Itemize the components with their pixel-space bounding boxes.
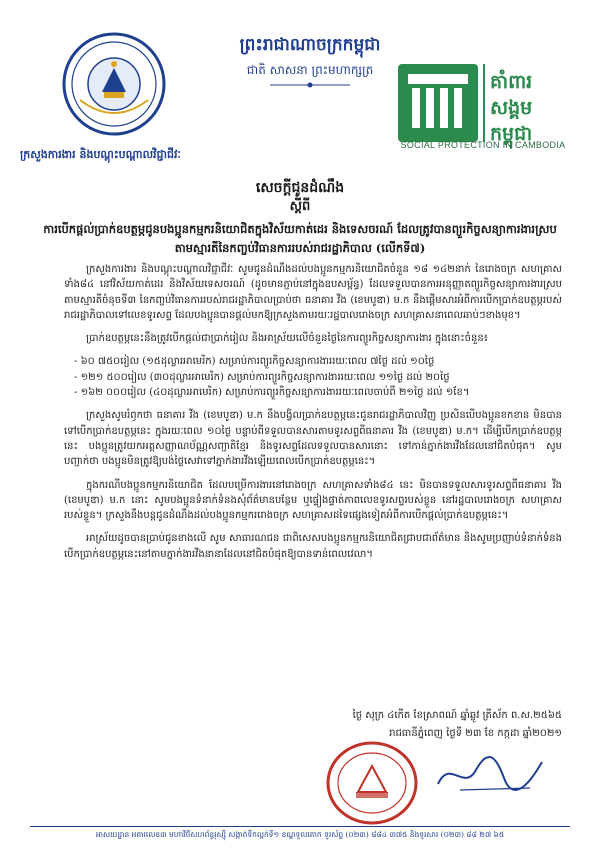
motto-ornament-icon (270, 82, 350, 88)
document-subject: ការបើកផ្តល់ប្រាក់ឧបត្ថម្ភជូនបងប្អូនកម្មករនិយោជិតក្នុងវិស័យកាត់ដេរ និងទេសចរណ៍ ដែលត្រូវបានព្យួរកិច្ចសន្យាការងារស្របតាមស្មារតីនៃកញ្ចប់វិធានការរបស់រាជរដ្ឋាភិបាល (លើកទី៧) (43, 222, 557, 255)
official-seal-stamp (312, 738, 432, 828)
about-label: ស្តីពី (289, 199, 311, 214)
solar-date: រាជធានីភ្នំពេញ ថ្ងៃទី ២៣ ខែ កក្កដា ឆ្នាំ២០២១ (389, 728, 562, 739)
social-protection-logo (396, 54, 566, 154)
allowance-tier-2: - ១២១ ៥០០រៀល (៣០ដុល្លារអាមេរិក) សម្រាប់ការព្យួរកិច្ចសន្យាការងាររយៈពេល ១១ថ្ងៃ ដល់ ២០ថ្ងៃ (74, 370, 562, 385)
national-motto: ជាតិ សាសនា ព្រះមហាក្សត្រ (246, 63, 374, 77)
footer-divider (30, 826, 570, 827)
ministry-name: ក្រសួងការងារ និងបណ្តុះបណ្តាលវិជ្ជាជីវៈ (20, 148, 181, 161)
sp-logo-line-2: សង្គម (490, 97, 533, 119)
kingdom-heading: ព្រះរាជាណាចក្រកម្ពុជា (239, 35, 381, 55)
paragraph-4: ក្នុងករណីបងប្អូនកម្មករនិយោជិត ដែលបម្រើការងារនៅរោងចក្រ សហគ្រាសទាំង៨៤ នេះ មិនបានទទួលសារទូរសព្ទពីធនាគារ វីង (ខេមបូឌា) ម.ក នោះ សូមបងប្អូនទំនាក់ទំនងសុំព័ត៌មានបន្ថែម ឬផ្ទៀងផ្ទាត់ភាពលេខទូរសព្ទរបស់ខ្លួន នៅរដ្ឋបាលរោងចក្រ សហគ្រាសរបស់ខ្លួន។ ក្រសួងនឹងបន្តជូនដំណឹងដល់បងប្អូនកម្មកររោងចក្រ សហគ្រាសដទៃផ្សេងទៀតអំពីការបើកផ្តល់ប្រាក់ឧបត្ថម្ភនេះ។ (64, 479, 562, 522)
sp-logo-line-3: កម្ពុជា (490, 123, 533, 145)
sp-logo-caption: SOCIAL PROTECTION IN CAMBODIA (400, 140, 566, 150)
paragraph-5: អាស្រ័យដូចបានប្រាប់ជូនខាងលើ សូម សាធារណជន ជាពិសេសបងប្អូនកម្មករនិយោជិតជ្រាបជាព័ត៌មាន និងសូមប្រញាប់ទំនាក់ទំនងបើកប្រាក់ឧបត្ថម្ភនេះនៅតាមភ្នាក់ងារវីងនានាដែលនៅជិតបំផុតឱ្យបានទាន់ពេលវេលា។ (64, 533, 562, 560)
handwritten-signature (430, 748, 550, 798)
lunar-date: ថ្ងៃ សុក្រ ៤កើត ខែស្រាពណ៍ ឆ្នាំឆ្លូវ ត្រីស័ក ព.ស.២៥៦៥ (352, 710, 562, 721)
allowance-tier-1: - ៦០ ៧៥០រៀល (១៥ដុល្លារអាមេរិក) សម្រាប់ការព្យួរកិច្ចសន្យាការងាររយៈពេល ៧ថ្ងៃ ដល់ ១០ថ្ងៃ (74, 354, 562, 369)
allowance-tier-list (64, 354, 562, 400)
sp-logo-line-1: គាំពារ (490, 71, 533, 93)
document-type-title: សេចក្តីជូនដំណឹង (255, 180, 345, 196)
document-body (64, 262, 562, 570)
paragraph-2: ប្រាក់ឧបត្ថម្ភនេះនឹងត្រូវបើកផ្តល់ជាប្រាក់រៀល និងអាស្រ័យលើចំនួនថ្ងៃនៃការព្យួរកិច្ចសន្យាការងារ ក្នុងនោះចំនួន៖ (86, 333, 489, 345)
allowance-tier-3: - ១៦២ ០០០រៀល (៤០ដុល្លារអាមេរិក) សម្រាប់ការព្យួរកិច្ចសន្យាការងាររយៈពេលចាប់ពី ២១ថ្ងៃ ដល់ ១ខែ។ (74, 385, 562, 400)
paragraph-1: ក្រសួងការងារ និងបណ្តុះបណ្តាលវិជ្ជាជីវៈ សូមជូនដំណឹងដល់បងប្អូនកម្មករនិយោជិតចំនួន ១៨ ១៤២នាក់ នៃរោងចក្រ សហគ្រាសទាំង៨៤ នៅវិស័យកាត់ដេរ និងវិស័យទេសចរណ៍ (ដូចមានភ្ជាប់នៅក្នុងឧបសម្ព័ន្ធ) ដែលទទួលបានការអនុញ្ញាតព្យួរកិច្ចសន្យាការងារស្របតាមស្មារតីចំនុចទី៣ នៃកញ្ចប់វិធានការរបស់រាជរដ្ឋាភិបាលប្រាប់ថា ធនាគារ វីង (ខេមបូឌា) ម.ក នឹងផ្តើមសារអំពីការបើកប្រាក់ឧបត្ថម្ភរបស់រាជរដ្ឋាភិបាលទៅលេខទូរសព្ទ ដែលបងប្អូនបានផ្តល់មកឱ្យក្រសួងតាមរយៈរដ្ឋបាលរោងចក្រ សហគ្រាសនាពេលឆាប់ៗខាងមុខ។ (64, 264, 562, 321)
paragraph-3: ក្រសួងសូមរំឭកថា ធនាគារ វីង (ខេមបូឌា) ម.ក នឹងបង្វិលប្រាក់ឧបត្ថម្ភនេះជូនរាជរដ្ឋាភិបាលវិញ ប្រសិនបើបងប្អូនខកខាន មិនបានទៅបើកប្រាក់ឧបត្ថម្ភនេះ ក្នុងរយៈពេល ១០ថ្ងៃ បន្ទាប់ពីទទួលបានសារតាមទូរសព្ទពីធនាគារ វីង (ខេមបូឌា) ម.ក។ ដើម្បីបើកប្រាក់ឧបត្ថម្ភនេះ បងប្អូនត្រូវយកអត្តសញ្ញាណប័ណ្ណសញ្ជាតិខ្មែរ និងទូរសព្ទដែលទទួលបានសារនោះ ទៅកាន់ភ្នាក់ងារវីងដែលនៅជិតបំផុត។ សូមបញ្ជាក់ថា បងប្អូនមិនត្រូវឱ្យបង់ថ្លៃសេវាទៅភ្នាក់ងារវីងឡើយពេលបើកប្រាក់ឧបត្ថម្ភនេះ។ (64, 410, 562, 468)
footer-address: អាសយដ្ឋាន អគារលេខ៣ មហាវិថីសហព័ន្ធរុស្ស៊ី សង្កាត់ទឹកល្អក់ទី១ ខណ្ឌទួលគោក ទូរស័ព្ទ (០២៣) ៨៨៤ ៣៧៥ និងទូរសារ (០២៣) ៨៨ ២៧ ៦៥ (95, 830, 505, 839)
ministry-emblem-logo (60, 30, 168, 138)
